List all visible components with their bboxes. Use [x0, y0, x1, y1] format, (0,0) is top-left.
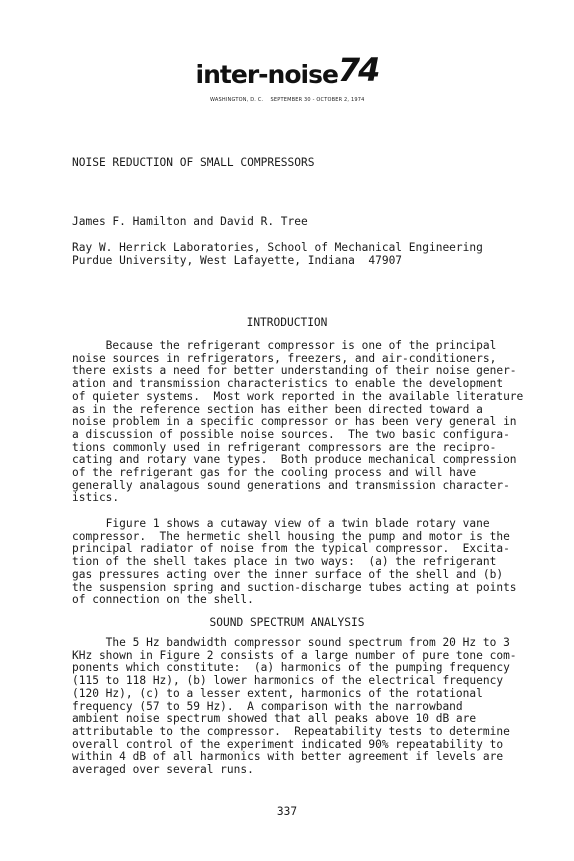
body-paragraph: The 5 Hz bandwidth compressor sound spectrum from 20 Hz to 3 KHz shown in Figure 2 consists of a large number of pure tone com- ponents which constitute: (a) harmonics of the pumping frequency (115 to 118 Hz), (b) lower harmonics of the electrical frequency (120 Hz), (c) to a lesser extent, harmonics of the rotational frequency (57 to 59 Hz). A comparison with the narrowband ambient noise spectrum showed that all peaks above 10 dB are attributable to the compressor. Repeatability tests to determine overall control of the experiment indicated 90% repeatability to within 4 dB of all harmonics with better agreement if levels are averaged over several runs. [72, 636, 517, 777]
logo-subtitle: WASHINGTON, D. C. SEPTEMBER 30 - OCTOBER 2, 1974 [210, 97, 365, 103]
body-paragraph: Because the refrigerant compressor is one of the principal noise sources in refrigerators, freezers, and air-conditioners, there exists a need for better understanding of their noise gener- ation and transmission characteristics to enable the development of quieter systems. Most work reported in the available literature as in the reference section has either been directed toward a noise problem in a specific compressor or has been very general in a discussion of possible noise sources. The two basic configura- tions commonly used in refrigerant compressors are the recipro- cating and rotary vane types. Both produce mechanical compression of the refrigerant gas for the cooling process and will have generally analagous sound generations and transmission character- istics. [72, 339, 524, 505]
paper-title: NOISE REDUCTION OF SMALL COMPRESSORS [72, 156, 315, 169]
paper-authors: James F. Hamilton and David R. Tree [72, 215, 308, 228]
author-affiliation: Ray W. Herrick Laboratories, School of Mechanical Engineering Purdue University, West Lafayette, Indiana 47907 [72, 241, 483, 268]
conference-logo [0, 51, 574, 89]
logo-text: inter-noise [195, 60, 338, 89]
logo-wordmark [195, 51, 379, 89]
body-paragraph: Figure 1 shows a cutaway view of a twin blade rotary vane compressor. The hermetic shell housing the pump and motor is the principal radiator of noise from the typical compressor. Excita- tion of the shell takes place in two ways: (a) the refrigerant gas pressures acting over the inner surface of the shell and (b) the suspension spring and suction-discharge tubes acting at points of connection on the shell. [72, 517, 517, 607]
logo-year: 74 [337, 51, 379, 89]
section-heading-sound-spectrum: SOUND SPECTRUM ANALYSIS [209, 616, 365, 629]
page-number: 337 [276, 805, 298, 818]
section-heading-introduction: INTRODUCTION [246, 316, 328, 329]
